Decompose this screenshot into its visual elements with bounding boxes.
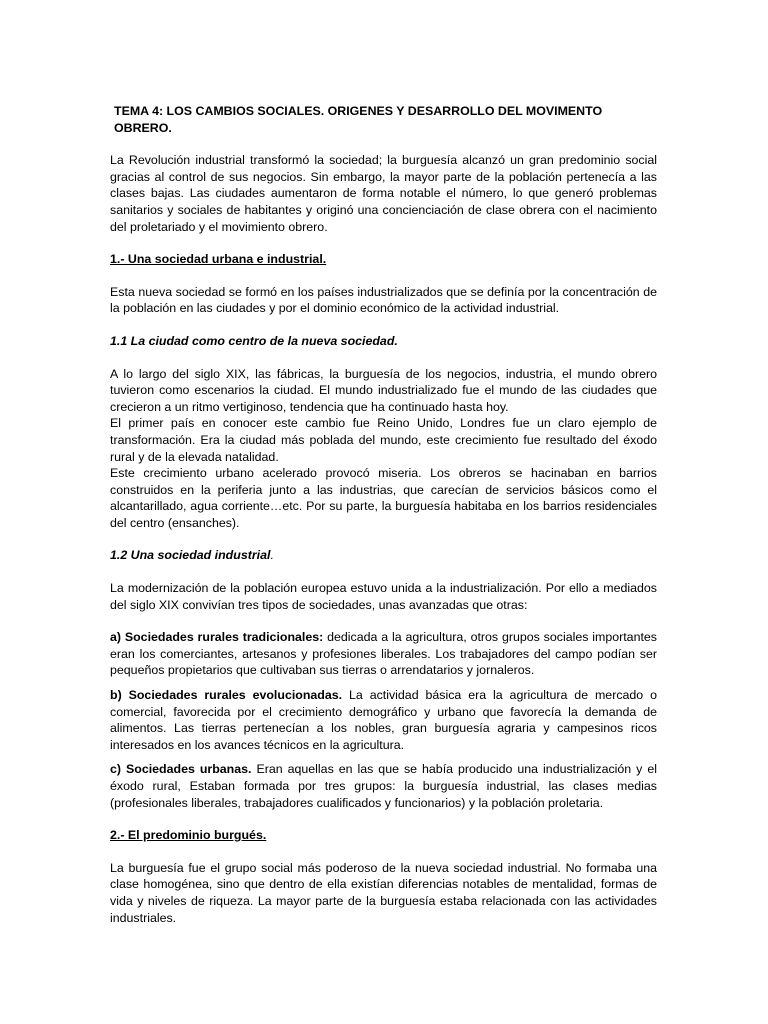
- document-body: [110, 103, 657, 942]
- society-type-item: [110, 629, 657, 679]
- section-1-2-paragraph: La modernización de la población europea estuvo unida a la industrialización. Por ello a mediados del siglo XIX convivían tres tipos de sociedades, unas avanzadas que otras:: [110, 581, 657, 612]
- section-1-2-heading: [110, 547, 657, 564]
- document-title: TEMA 4: LOS CAMBIOS SOCIALES. ORIGENES Y DESARROLLO DEL MOVIMENTO OBRERO.: [114, 104, 603, 135]
- section-2-heading: 2.- El predominio burgués.: [110, 828, 267, 843]
- section-2-paragraph: La burguesía fue el grupo social más poderoso de la nueva sociedad industrial. No formaba una clase homogénea, sino que dentro de ella existían diferencias notables de mentalidad, formas de vida y niveles de riqueza. La mayor parte de la burguesía estaba relacionada con las actividades industriales.: [110, 860, 657, 925]
- society-type-text: dedicada a la agricultura, otros grupos sociales importantes eran los comerciantes, artesanos y profesiones liberales. Los trabajadores del campo podían ser pequeños propietarios que cultivaban sus tierras o arrendatarios y jornaleros.: [110, 630, 657, 678]
- society-type-label: b) Sociedades rurales evolucionadas.: [110, 688, 343, 703]
- section-1-2-heading-suffix: .: [270, 548, 274, 563]
- section-1-1-heading: 1.1 La ciudad como centro de la nueva sociedad.: [110, 333, 398, 348]
- society-type-text: Eran aquellas en las que se había producido una industrialización y el éxodo rural, Estaban formada por tres grupos: la burguesía industrial, las clases medias (profesionales liberales, trabajadores cualificados y funcionarios) y la población proletaria.: [110, 762, 657, 810]
- section-1-1-paragraph-2: El primer país en conocer este cambio fue Reino Unido, Londres fue un claro ejemplo de transformación. Era la ciudad más poblada del mundo, este crecimiento fue resultado del éxodo rural y de la elevada natalidad.: [110, 416, 657, 464]
- society-type-label: a) Sociedades rurales tradicionales:: [110, 630, 324, 645]
- section-1-paragraph: Esta nueva sociedad se formó en los países industrializados que se definía por la concentración de la población en las ciudades y por el dominio económico de la actividad industrial.: [110, 284, 657, 316]
- society-type-item: [110, 761, 657, 811]
- society-type-label: c) Sociedades urbanas.: [110, 762, 252, 777]
- society-type-text: La actividad básica era la agricultura de mercado o comercial, favorecida por el crecimiento demográfico y urbano que favorecía la demanda de alimentos. Las tierras pertenecían a los nobles, gran burguesía agraria y campesinos ricos interesados en los avances técnicos en la agricultura.: [110, 688, 657, 752]
- section-1-2-heading-text: 1.2 Una sociedad industrial: [110, 548, 271, 563]
- section-1-1-paragraph-3: Este crecimiento urbano acelerado provocó miseria. Los obreros se hacinaban en barrios construidos en la periferia junto a las industrias, que carecían de servicios básicos como el alcantarillado, agua corriente…etc. Por su parte, la burguesía habitaba en los barrios residenciales del centro (ensanches).: [110, 466, 657, 530]
- section-1-1-paragraph-1: A lo largo del siglo XIX, las fábricas, la burguesía de los negocios, industria, el mundo obrero tuvieron como escenarios la ciudad. El mundo industrializado fue el mundo de las ciudades que crecieron a un ritmo vertiginoso, tendencia que ha continuado hasta hoy.: [110, 366, 657, 414]
- society-type-item: [110, 687, 657, 753]
- intro-paragraph: La Revolución industrial transformó la sociedad; la burguesía alcanzó un gran predominio social gracias al control de sus negocios. Sin embargo, la mayor parte de la población pertenecía a las clases bajas. Las ciudades aumentaron de forma notable el número, lo que generó problemas sanitarios y sociales de habitantes y originó una concienciación de clase obrera con el nacimiento del proletariado y el movimiento obrero.: [110, 153, 657, 234]
- section-1-heading: 1.- Una sociedad urbana e industrial.: [110, 252, 327, 267]
